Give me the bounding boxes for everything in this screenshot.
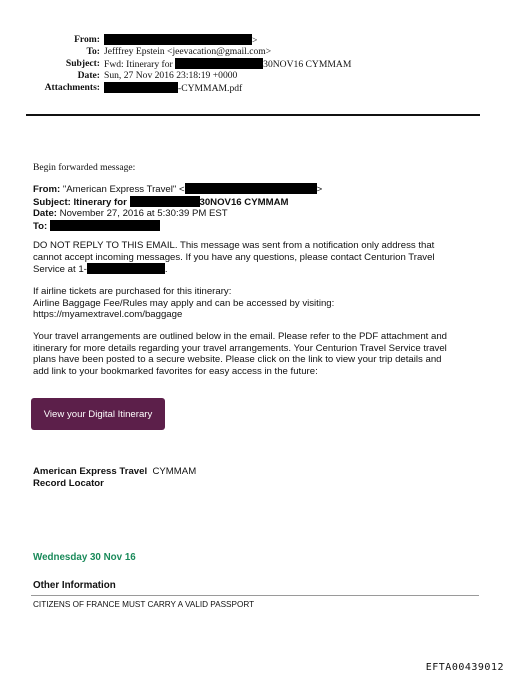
arrangements-paragraph	[33, 331, 483, 378]
record-locator	[33, 466, 196, 489]
other-info-divider	[31, 595, 479, 596]
redaction-bar	[185, 183, 317, 194]
attachments-row	[0, 82, 512, 94]
notice-text: Service at 1-	[33, 264, 87, 276]
arrangements-line: plans have been posted to a secure website. Please click on the link to view your trip details and	[33, 354, 442, 366]
fwd-subject-label: Subject: Itinerary for	[33, 196, 127, 208]
notice-paragraph	[33, 240, 483, 276]
attachments-label: Attachments:	[44, 82, 100, 93]
notice-line	[33, 263, 483, 276]
redaction-bar	[50, 220, 160, 231]
notice-line: DO NOT REPLY TO THIS EMAIL. This message was sent from a notification only address that	[33, 240, 435, 251]
fwd-from-suffix: >	[316, 184, 323, 195]
other-info-title: Other Information	[33, 580, 116, 591]
redaction-bar	[104, 82, 178, 93]
fwd-date-label: Date:	[33, 208, 57, 219]
fwd-from-value: "American Express Travel" <	[62, 184, 185, 195]
locator-value: CYMMAM	[152, 466, 197, 477]
fwd-from-label: From:	[33, 184, 61, 195]
fwd-from-row	[33, 183, 322, 196]
subject-label: Subject:	[65, 58, 100, 69]
baggage-link[interactable]: https://myamextravel.com/baggage	[33, 309, 183, 321]
to-row	[0, 46, 512, 58]
notice-line: cannot accept incoming messages. If you have any questions, please contact Centurion Travel	[33, 251, 435, 263]
trip-date: Wednesday 30 Nov 16	[33, 552, 136, 563]
fwd-to-label: To:	[33, 220, 48, 232]
date-label: Date:	[77, 70, 100, 81]
document-id: EFTA00439012	[425, 662, 504, 673]
airline-paragraph	[33, 286, 483, 321]
subject-prefix: Fwd: Itinerary for	[104, 59, 173, 70]
locator-label-2: Record Locator	[33, 477, 104, 489]
attachment-filename[interactable]: -CYMMAM.pdf	[178, 83, 243, 94]
fwd-subject-row	[33, 196, 322, 209]
from-label: From:	[74, 34, 100, 45]
from-row	[0, 34, 512, 46]
subject-row	[0, 58, 512, 70]
date-row	[0, 70, 512, 82]
to-label: To:	[86, 46, 100, 57]
to-value: Jefffrey Epstein <jeevacation@gmail.com>	[104, 46, 272, 57]
redaction-bar	[175, 58, 263, 69]
notice-end: .	[164, 264, 168, 276]
arrangements-line: add link to your bookmarked favorites for easy access in the future:	[33, 366, 318, 378]
other-info-text: CITIZENS OF FRANCE MUST CARRY A VALID PASSPORT	[33, 600, 255, 609]
fwd-date-value: November 27, 2016 at 5:30:39 PM EST	[59, 208, 228, 219]
fwd-subject-suffix: 30NOV16 CYMMAM	[199, 196, 289, 208]
redaction-bar	[104, 34, 252, 45]
fwd-to-row	[33, 220, 322, 233]
redaction-bar	[130, 196, 200, 207]
forwarded-header	[33, 183, 322, 232]
locator-row	[33, 466, 196, 478]
arrangements-line: Your travel arrangements are outlined below in the email. Please refer to the PDF attachment and	[33, 331, 448, 342]
redaction-bar	[87, 263, 165, 274]
subject-suffix: 30NOV16 CYMMAM	[263, 59, 352, 70]
from-suffix: >	[252, 35, 258, 46]
fwd-date-row	[33, 208, 322, 220]
date-value: Sun, 27 Nov 2016 23:18:19 +0000	[104, 70, 238, 81]
airline-line: If airline tickets are purchased for this itinerary:	[33, 286, 232, 297]
airline-line: Airline Baggage Fee/Rules may apply and can be accessed by visiting:	[33, 297, 335, 309]
attachments-value	[104, 82, 242, 95]
view-itinerary-button[interactable]: View your Digital Itinerary	[31, 398, 165, 430]
forwarded-label: Begin forwarded message:	[33, 162, 136, 173]
header-divider	[26, 114, 480, 116]
locator-label: American Express Travel	[33, 466, 148, 477]
arrangements-line: itinerary for more details regarding your travel arrangements. Your Centurion Travel Service travel	[33, 342, 447, 354]
